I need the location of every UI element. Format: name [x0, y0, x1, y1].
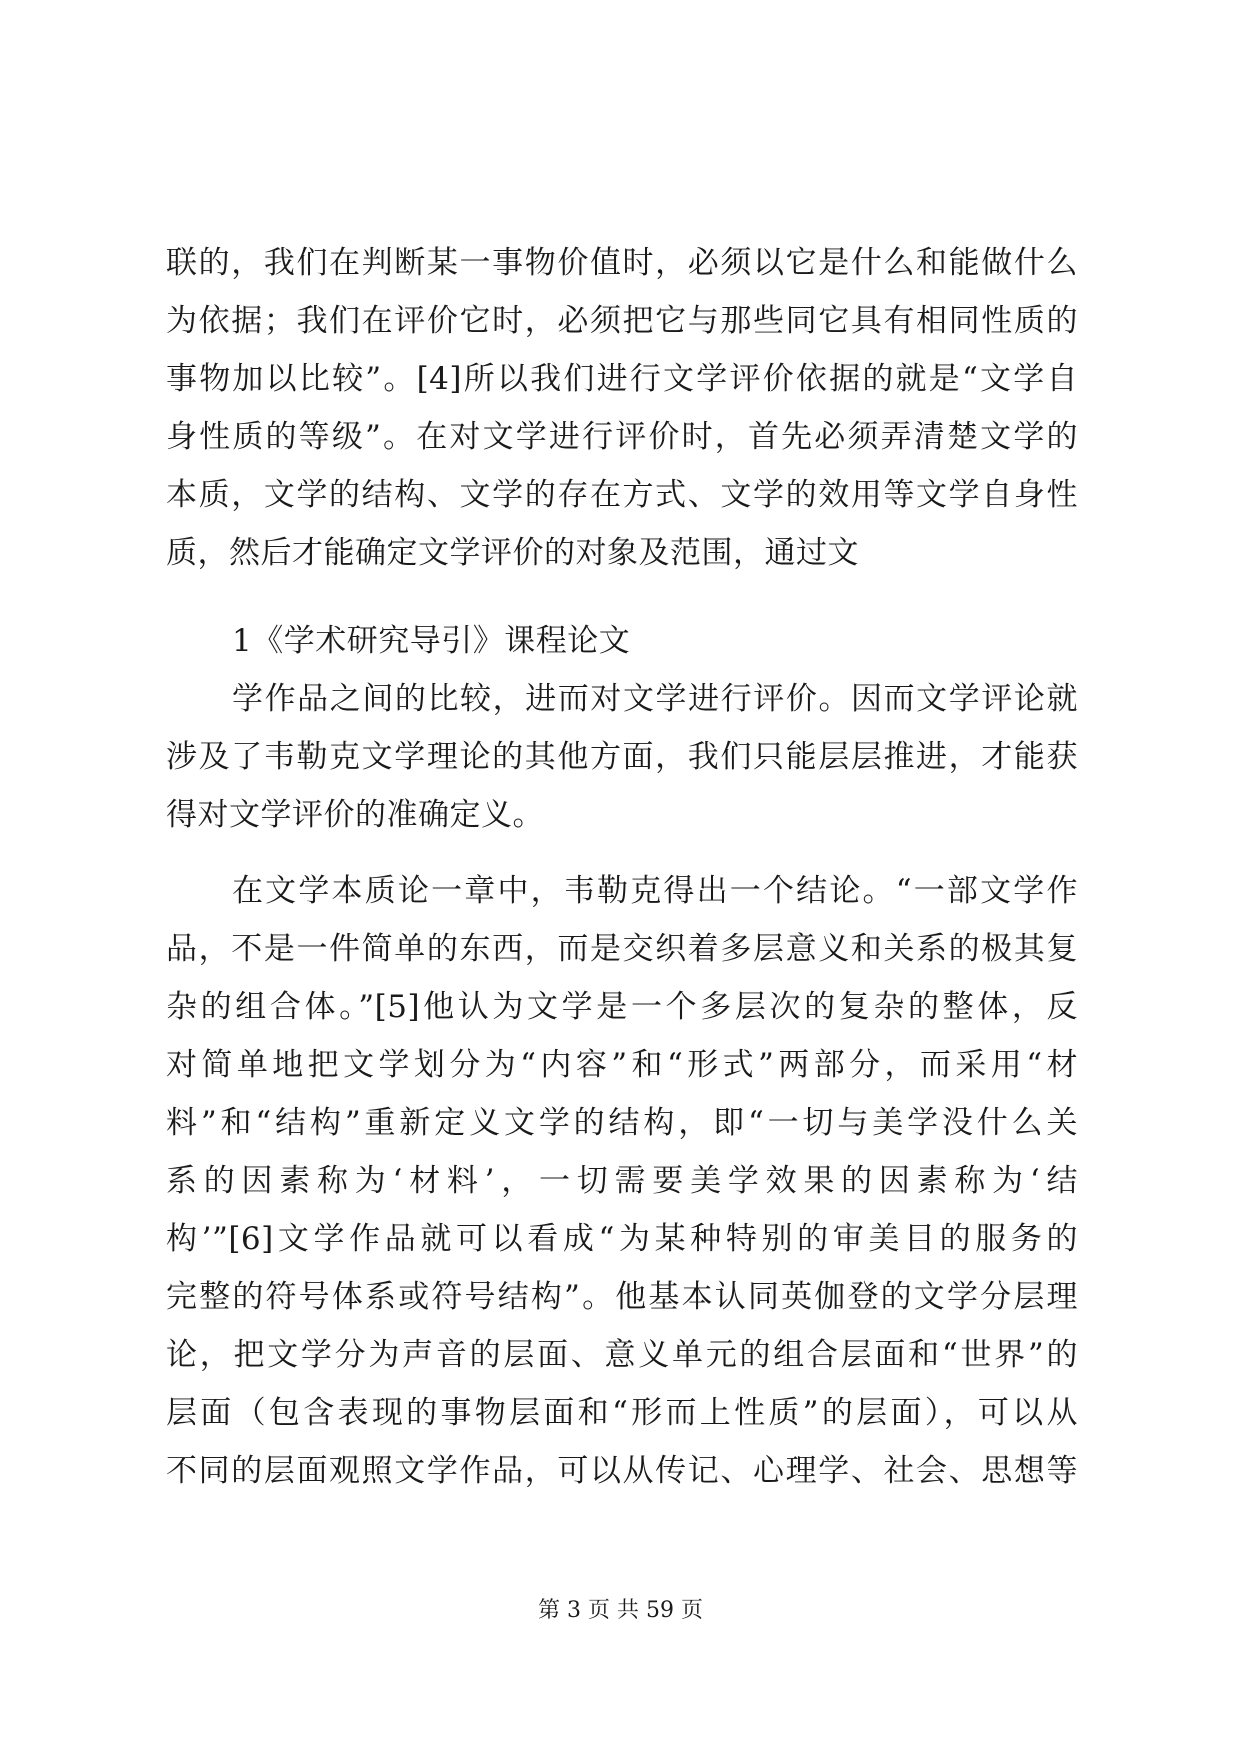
text-line: 完整的符号体系或符号结构”。他基本认同英伽登的文学分层理	[166, 1279, 1078, 1315]
text-line: 杂的组合体。”[5]他认为文学是一个多层次的复杂的整体，反	[166, 989, 1078, 1025]
text-line: 事物加以比较”。[4]所以我们进行文学评价依据的就是“文学自	[166, 361, 1078, 397]
text-line: 不同的层面观照文学作品，可以从传记、心理学、社会、思想等	[166, 1453, 1078, 1489]
text-line: 学作品之间的比较，进而对文学进行评价。因而文学评论就	[232, 681, 1078, 717]
course-paper-label	[166, 612, 1078, 670]
text-line: 1《学术研究导引》课程论文	[232, 623, 631, 659]
text-line: 涉及了韦勒克文学理论的其他方面，我们只能层层推进，才能获	[166, 739, 1078, 775]
text-line: 为依据；我们在评价它时，必须把它与那些同它具有相同性质的	[166, 303, 1078, 339]
text-line: 本质，文学的结构、文学的存在方式、文学的效用等文学自身性	[166, 477, 1078, 513]
text-line: 身性质的等级”。在对文学进行评价时，首先必须弄清楚文学的	[166, 419, 1078, 455]
page-indicator: 第 3 页 共 59 页	[538, 1598, 703, 1623]
page-footer	[0, 1596, 1241, 1626]
paragraph-essence	[166, 862, 1078, 1500]
text-line: 系的因素称为‘材料’，一切需要美学效果的因素称为‘结	[166, 1163, 1078, 1199]
text-line: 联的，我们在判断某一事物价值时，必须以它是什么和能做什么	[166, 245, 1078, 281]
text-line: 质，然后才能确定文学评价的对象及范围，通过文	[166, 535, 859, 571]
text-line: 品，不是一件简单的东西，而是交织着多层意义和关系的极其复	[166, 931, 1078, 967]
paragraph-evaluation	[166, 670, 1078, 844]
text-line: 在文学本质论一章中，韦勒克得出一个结论。“一部文学作	[232, 873, 1078, 909]
text-line: 层面（包含表现的事物层面和“形而上性质”的层面），可以从	[166, 1395, 1078, 1431]
paragraph-continuation	[166, 234, 1078, 582]
text-line: 论，把文学分为声音的层面、意义单元的组合层面和“世界”的	[166, 1337, 1078, 1373]
text-line: 构’”[6]文学作品就可以看成“为某种特别的审美目的服务的	[166, 1221, 1078, 1257]
text-line: 料”和“结构”重新定义文学的结构，即“一切与美学没什么关	[166, 1105, 1078, 1141]
text-line: 得对文学评价的准确定义。	[166, 797, 544, 833]
text-line: 对简单地把文学划分为“内容”和“形式”两部分，而采用“材	[166, 1047, 1078, 1083]
